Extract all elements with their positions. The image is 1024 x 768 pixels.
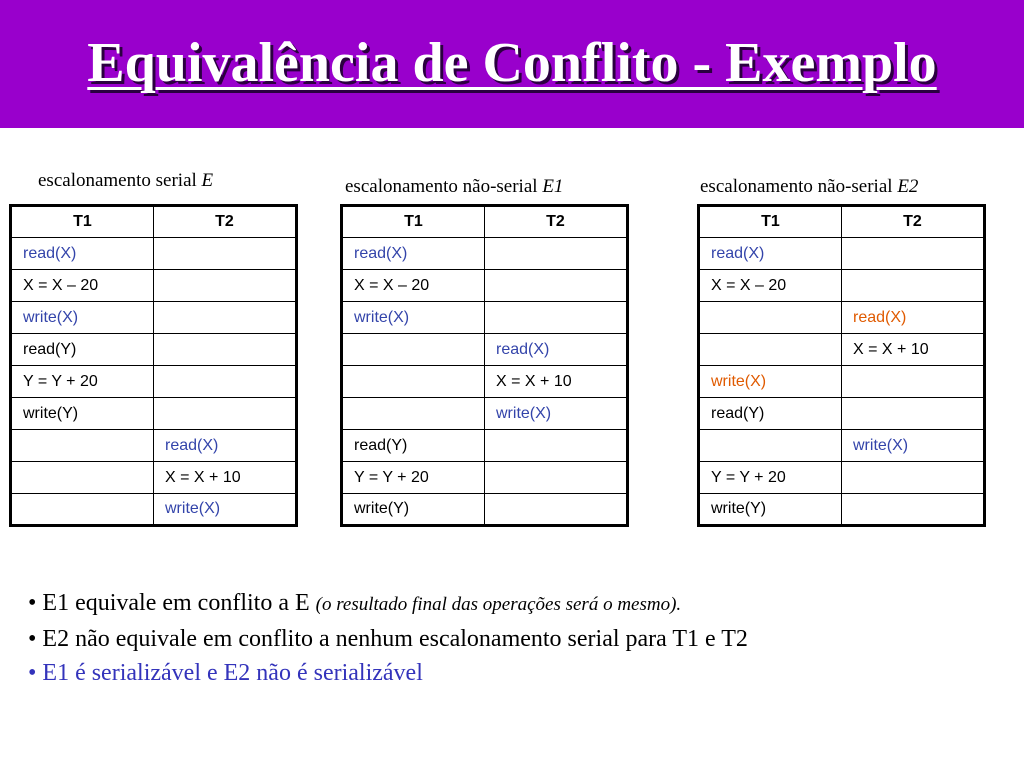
- table-row: [699, 494, 985, 526]
- table-e1-schedule: [340, 204, 629, 527]
- caption-e1-schedule: [345, 176, 563, 198]
- cell-t2: [485, 302, 628, 334]
- header-t1: T1: [11, 206, 154, 238]
- table-row: [11, 430, 297, 462]
- table-row: [11, 366, 297, 398]
- cell-t2: [842, 270, 985, 302]
- list-item: [28, 622, 1008, 656]
- bullet-1-note: (o resultado final das operações será o mesmo).: [315, 594, 682, 615]
- cell-t2: [485, 430, 628, 462]
- conclusion-list: [28, 586, 1008, 690]
- cell-t1: X = X – 20: [342, 270, 485, 302]
- table-row: [699, 270, 985, 302]
- table-row: [699, 462, 985, 494]
- cell-t2: X = X + 10: [154, 462, 297, 494]
- table-row: [11, 398, 297, 430]
- cell-t2: [154, 366, 297, 398]
- cell-t1: [342, 334, 485, 366]
- table-row: [11, 334, 297, 366]
- table-row: [699, 430, 985, 462]
- cell-t1: [342, 366, 485, 398]
- table-row: [699, 238, 985, 270]
- caption-e1-name: E1: [542, 176, 564, 197]
- cell-t1: write(Y): [699, 494, 842, 526]
- table-row: [11, 238, 297, 270]
- table-row: [342, 430, 628, 462]
- table-e2-schedule: [697, 204, 986, 527]
- cell-t1: [699, 430, 842, 462]
- caption-serial-text: escalonamento serial: [38, 170, 202, 191]
- table-row: [11, 462, 297, 494]
- table-row: [699, 334, 985, 366]
- table-row: [342, 494, 628, 526]
- caption-e2-schedule: [700, 176, 918, 198]
- cell-t2: write(X): [154, 494, 297, 526]
- caption-e2-name: E2: [897, 176, 919, 197]
- cell-t2: [485, 270, 628, 302]
- table-row: [11, 270, 297, 302]
- cell-t1: write(Y): [11, 398, 154, 430]
- cell-t1: read(X): [342, 238, 485, 270]
- cell-t2: X = X + 10: [842, 334, 985, 366]
- cell-t2: [485, 462, 628, 494]
- cell-t2: write(X): [842, 430, 985, 462]
- list-item: [28, 656, 1008, 690]
- cell-t1: read(Y): [11, 334, 154, 366]
- cell-t1: [11, 462, 154, 494]
- header-t2: T2: [154, 206, 297, 238]
- cell-t1: Y = Y + 20: [699, 462, 842, 494]
- header-t2: T2: [485, 206, 628, 238]
- bullet-3-text: E1 é serializável e E2 não é serializável: [42, 660, 423, 686]
- cell-t2: [842, 462, 985, 494]
- table-row: [699, 302, 985, 334]
- bullet-dot: •: [28, 590, 37, 616]
- cell-t1: Y = Y + 20: [11, 366, 154, 398]
- cell-t2: [842, 494, 985, 526]
- cell-t1: [11, 430, 154, 462]
- caption-serial-name: E: [201, 170, 214, 191]
- bullet-2-text: E2 não equivale em conflito a nenhum escalonamento serial para T1 e T2: [42, 626, 748, 652]
- table-row: [699, 398, 985, 430]
- cell-t2: [154, 270, 297, 302]
- cell-t1: write(X): [342, 302, 485, 334]
- cell-t2: read(X): [842, 302, 985, 334]
- cell-t2: [842, 238, 985, 270]
- table-serial-schedule: [9, 204, 298, 527]
- title-banner: [0, 0, 1024, 128]
- cell-t1: write(Y): [342, 494, 485, 526]
- cell-t2: [485, 494, 628, 526]
- bullet-dot: •: [28, 660, 37, 686]
- cell-t1: [11, 494, 154, 526]
- cell-t2: [154, 398, 297, 430]
- cell-t1: write(X): [699, 366, 842, 398]
- cell-t1: X = X – 20: [699, 270, 842, 302]
- caption-e2-text: escalonamento não-serial: [700, 176, 898, 197]
- cell-t2: [842, 398, 985, 430]
- table-row: [342, 302, 628, 334]
- caption-serial-schedule: [38, 170, 213, 192]
- bullet-dot: •: [28, 626, 37, 652]
- cell-t2: [485, 238, 628, 270]
- cell-t1: [342, 398, 485, 430]
- cell-t2: [154, 302, 297, 334]
- cell-t1: read(Y): [342, 430, 485, 462]
- cell-t1: read(Y): [699, 398, 842, 430]
- table-row: [342, 366, 628, 398]
- header-t1: T1: [342, 206, 485, 238]
- cell-t2: [154, 334, 297, 366]
- table-row: [342, 462, 628, 494]
- table-row: [342, 398, 628, 430]
- bullet-1-text: E1 equivale em conflito a E: [42, 590, 316, 616]
- cell-t1: Y = Y + 20: [342, 462, 485, 494]
- cell-t1: read(X): [699, 238, 842, 270]
- table-row: [342, 238, 628, 270]
- cell-t2: [842, 366, 985, 398]
- caption-e1-text: escalonamento não-serial: [345, 176, 543, 197]
- cell-t1: [699, 302, 842, 334]
- cell-t1: read(X): [11, 238, 154, 270]
- cell-t2: write(X): [485, 398, 628, 430]
- list-item: [28, 586, 1008, 622]
- slide-title: Equivalência de Conflito - Exemplo: [87, 32, 937, 94]
- cell-t1: X = X – 20: [11, 270, 154, 302]
- cell-t1: [699, 334, 842, 366]
- header-t2: T2: [842, 206, 985, 238]
- header-t1: T1: [699, 206, 842, 238]
- cell-t1: write(X): [11, 302, 154, 334]
- table-row: [699, 366, 985, 398]
- cell-t2: [154, 238, 297, 270]
- table-row: [342, 334, 628, 366]
- cell-t2: read(X): [154, 430, 297, 462]
- table-row: [342, 270, 628, 302]
- table-row: [11, 302, 297, 334]
- table-row: [11, 494, 297, 526]
- cell-t2: X = X + 10: [485, 366, 628, 398]
- cell-t2: read(X): [485, 334, 628, 366]
